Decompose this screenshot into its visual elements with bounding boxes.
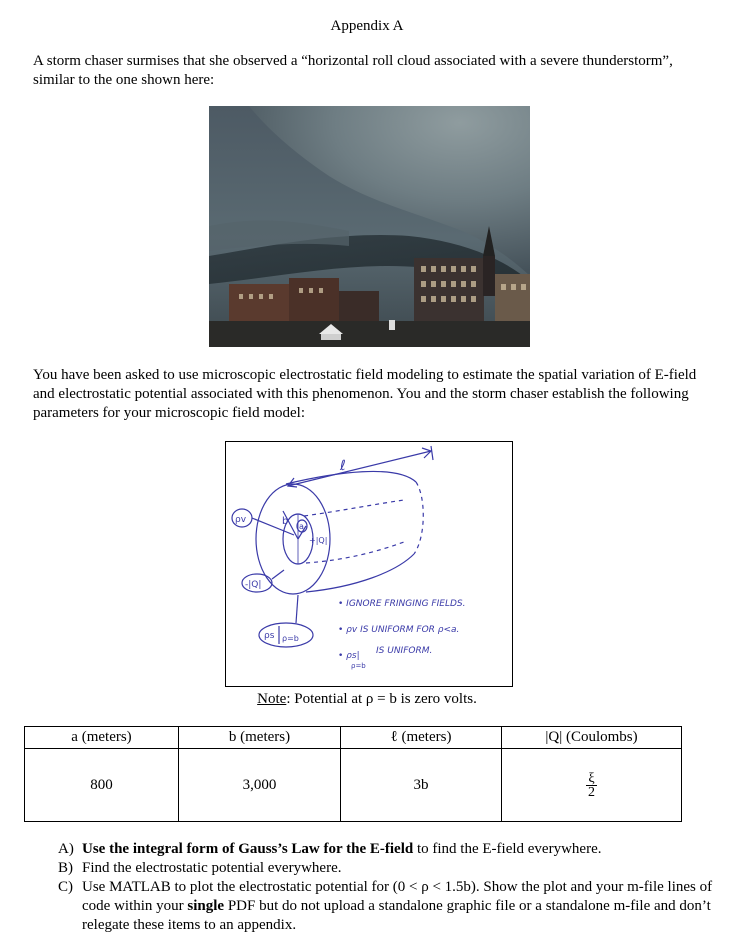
task-c-post: PDF but do not upload a standalone graphic file or a standalone m-file and don’t relegate these items to an appendix. bbox=[82, 898, 711, 933]
task-b-label: B) bbox=[58, 860, 73, 876]
cylinder-diagram bbox=[225, 441, 513, 687]
header-a: a (meters) bbox=[25, 727, 179, 749]
rho-v-label: ρv bbox=[235, 515, 247, 525]
page-title: Appendix A bbox=[330, 18, 404, 34]
outer-cylinder-far-end bbox=[414, 482, 423, 554]
length-label: ℓ bbox=[340, 458, 346, 474]
note-rho-s-uniform: IS UNIFORM. bbox=[376, 646, 433, 656]
value-q bbox=[502, 749, 682, 822]
header-b: b (meters) bbox=[179, 727, 341, 749]
task-b bbox=[58, 859, 718, 878]
q-denominator: 2 bbox=[588, 784, 595, 800]
note-label: Note bbox=[257, 691, 287, 707]
minus-q-label: -|Q| bbox=[245, 580, 262, 590]
intro-paragraph: A storm chaser surmises that she observed a “horizontal roll cloud associated with a severe thunderstorm”, similar to the one shown here: bbox=[33, 53, 673, 88]
length-arrow bbox=[288, 451, 431, 486]
task-a-label: A) bbox=[58, 841, 74, 857]
table-header-row bbox=[25, 727, 682, 749]
table-row bbox=[25, 749, 682, 822]
note-ignore-fringing: • IGNORE FRINGING FIELDS. bbox=[338, 599, 466, 609]
parameters-table bbox=[24, 726, 682, 822]
task-a-rest: to find the E-field everywhere. bbox=[413, 841, 602, 857]
radius-b-label: b bbox=[282, 516, 289, 527]
q-numerator: ξ bbox=[586, 772, 597, 786]
radius-a-label: a bbox=[299, 522, 304, 531]
cylinder-sketch bbox=[226, 442, 512, 686]
note-text: : Potential at ρ = b is zero volts. bbox=[286, 691, 477, 707]
task-c bbox=[58, 878, 718, 935]
inner-cylinder-bottom bbox=[306, 542, 404, 563]
task-a-bold: Use the integral form of Gauss’s Law for the E-field bbox=[82, 841, 414, 857]
rho-eq-b-label: ρ=b bbox=[282, 634, 299, 643]
roll-cloud-photo bbox=[209, 106, 530, 347]
inner-cylinder-top bbox=[304, 500, 404, 516]
note-rho-eq-b: ρ=b bbox=[351, 662, 366, 670]
note-rho-v-uniform: • ρv IS UNIFORM FOR ρ<a. bbox=[338, 625, 460, 635]
potential-note bbox=[0, 691, 734, 708]
model-paragraph: You have been asked to use microscopic electrostatic field modeling to estimate the spatial variation of E-field and electrostatic potential associated with this phenomenon. You and the storm chaser establish the following parameters for your microscopic field model: bbox=[33, 367, 697, 421]
task-b-text: Find the electrostatic potential everywhere. bbox=[82, 860, 342, 876]
rho-s-label: ρs bbox=[264, 631, 275, 641]
plus-q-label: +|Q| bbox=[309, 536, 328, 545]
note-rho-s-symbol: • ρs| bbox=[338, 651, 360, 661]
task-c-pre: Use MATLAB to plot the electrostatic potential for (0 < ρ < 1.5b). Show the plot and your m-file lines of code within your bbox=[82, 879, 713, 914]
task-a bbox=[58, 840, 718, 859]
task-c-bold: single bbox=[187, 898, 225, 914]
value-l: 3b bbox=[341, 749, 502, 822]
roll-cloud-image bbox=[209, 106, 530, 347]
q-fraction bbox=[586, 772, 597, 799]
task-c-label: C) bbox=[58, 879, 73, 895]
task-list bbox=[58, 840, 718, 935]
header-q: |Q| (Coulombs) bbox=[502, 727, 682, 749]
header-l: ℓ (meters) bbox=[341, 727, 502, 749]
value-a: 800 bbox=[25, 749, 179, 822]
value-b: 3,000 bbox=[179, 749, 341, 822]
